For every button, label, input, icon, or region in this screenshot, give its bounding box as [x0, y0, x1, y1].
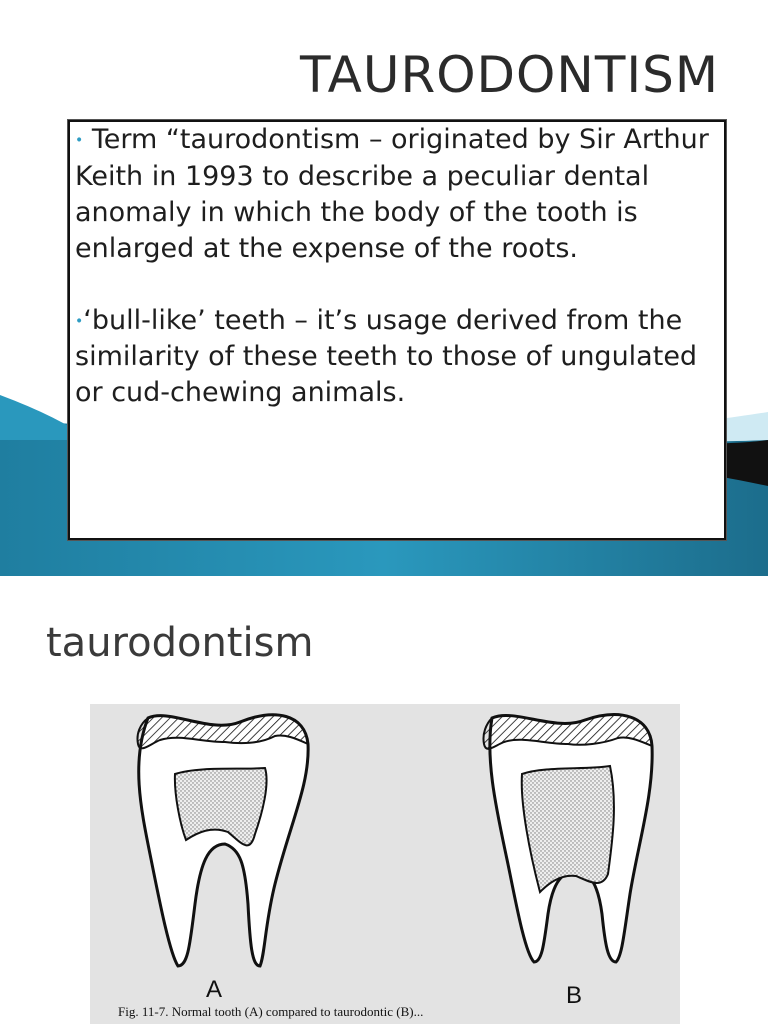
paragraph-bull-like: [75, 303, 724, 412]
paragraph-text: Term “taurodontism – originated by Sir Arthur Keith in 1993 to describe a peculiar dental anomaly in which the body of the tooth is enlarged at the expense of the roots.: [75, 124, 709, 264]
label-taurodont-tooth: B: [566, 982, 583, 1009]
slide-title: taurodontism: [46, 620, 314, 666]
bullet-icon: •: [75, 313, 84, 329]
taurodont-tooth-drawing: [483, 715, 652, 962]
paragraph-text: ‘bull-like’ teeth – it’s usage derived from the similarity of these teeth to those of ungulated or cud-chewing animals.: [75, 304, 698, 408]
label-normal-tooth: A: [206, 976, 223, 1003]
slide-taurodontism-figure: [0, 576, 768, 1024]
normal-tooth-drawing: [137, 715, 308, 966]
tooth-illustration: [90, 704, 680, 1024]
slide-title: TAURODONTISM: [300, 46, 719, 104]
bullet-icon: •: [75, 132, 84, 149]
tooth-comparison-figure: [90, 704, 680, 1024]
paragraph-definition: [75, 122, 724, 267]
figure-caption: Fig. 11-7. Normal tooth (A) compared to taurodontic (B)...: [118, 1004, 424, 1019]
definition-text-box: [68, 120, 726, 540]
